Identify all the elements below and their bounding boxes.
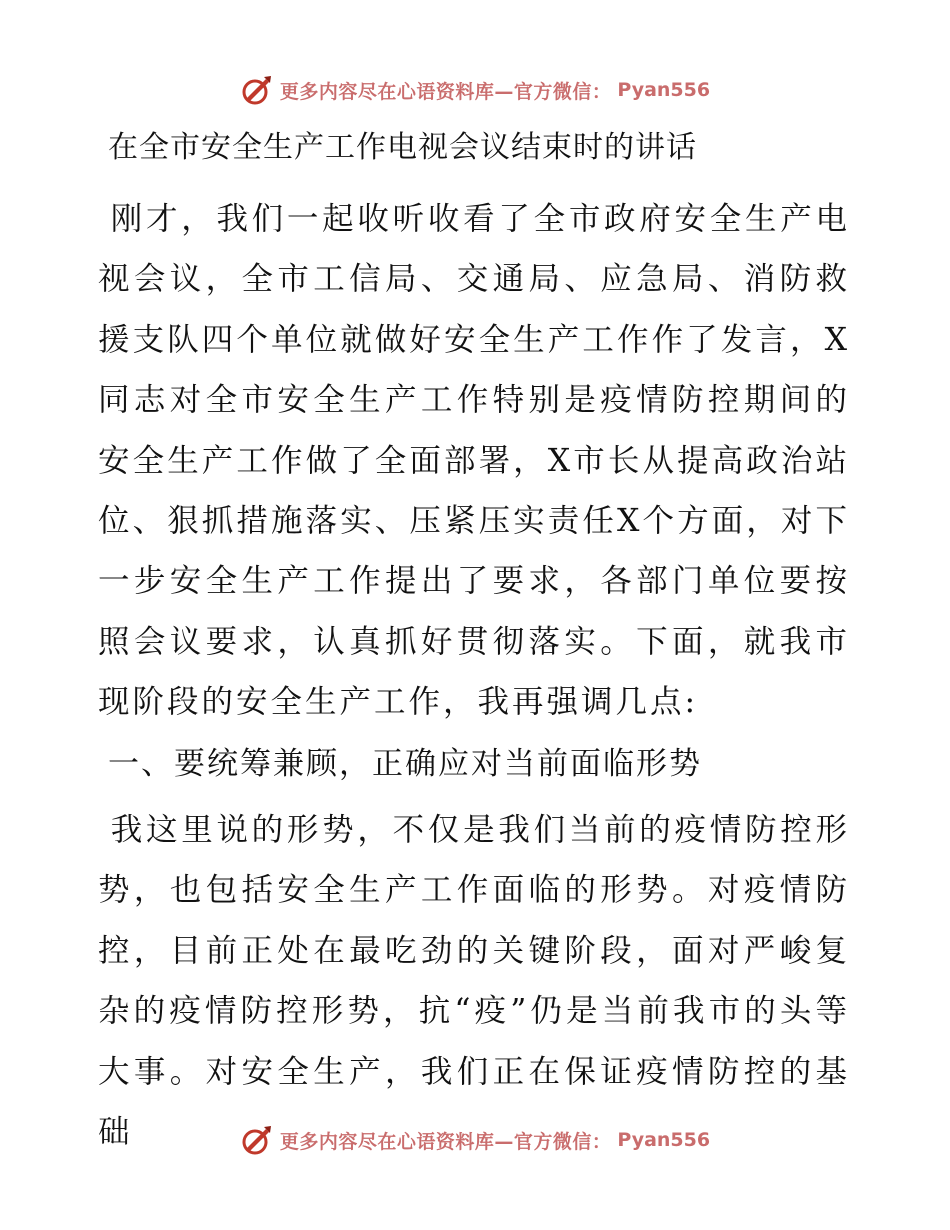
header-watermark (0, 70, 950, 110)
paragraph-intro (98, 189, 850, 733)
watermark-contact: Pyan556 (617, 1129, 711, 1151)
section-heading-1: 一、要统筹兼顾，正确应对当前面临形势 (108, 746, 702, 782)
watermark-contact: Pyan556 (617, 79, 711, 101)
watermark-text: 更多内容尽在心语资料库—官方微信： (279, 1130, 612, 1153)
quill-logo-icon (240, 1123, 274, 1157)
quill-logo-icon (240, 73, 274, 107)
paragraph-situation-text: 我这里说的形势，不仅是我们当前的疫情防控形势，也包括安全生产工作面临的形势。对疫情防控，目前正处在最吃劲的关键阶段，面对严峻复杂的疫情防控形势，抗“疫”仍是当前我市的头等大事。对安全生产，我们正在保证疫情防控的基础 (98, 812, 850, 1151)
document-title: 在全市安全生产工作电视会议结束时的讲话 (108, 130, 697, 165)
watermark-text: 更多内容尽在心语资料库—官方微信： (279, 80, 612, 103)
paragraph-situation (98, 800, 850, 1162)
footer-watermark (0, 1120, 950, 1160)
paragraph-intro-text: 刚才，我们一起收听收看了全市政府安全生产电视会议，全市工信局、交通局、应急局、消防救援支队四个单位就做好安全生产工作作了发言，X同志对全市安全生产工作特别是疫情防控期间的安全生产工作做了全面部署，X市长从提高政治站位、狠抓措施落实、压紧压实责任X个方面，对下一步安全生产工作提出了要求，各部门单位要按照会议要求，认真抓好贯彻落实。下面，就我市现阶段的安全生产工作，我再强调几点: (98, 201, 850, 721)
